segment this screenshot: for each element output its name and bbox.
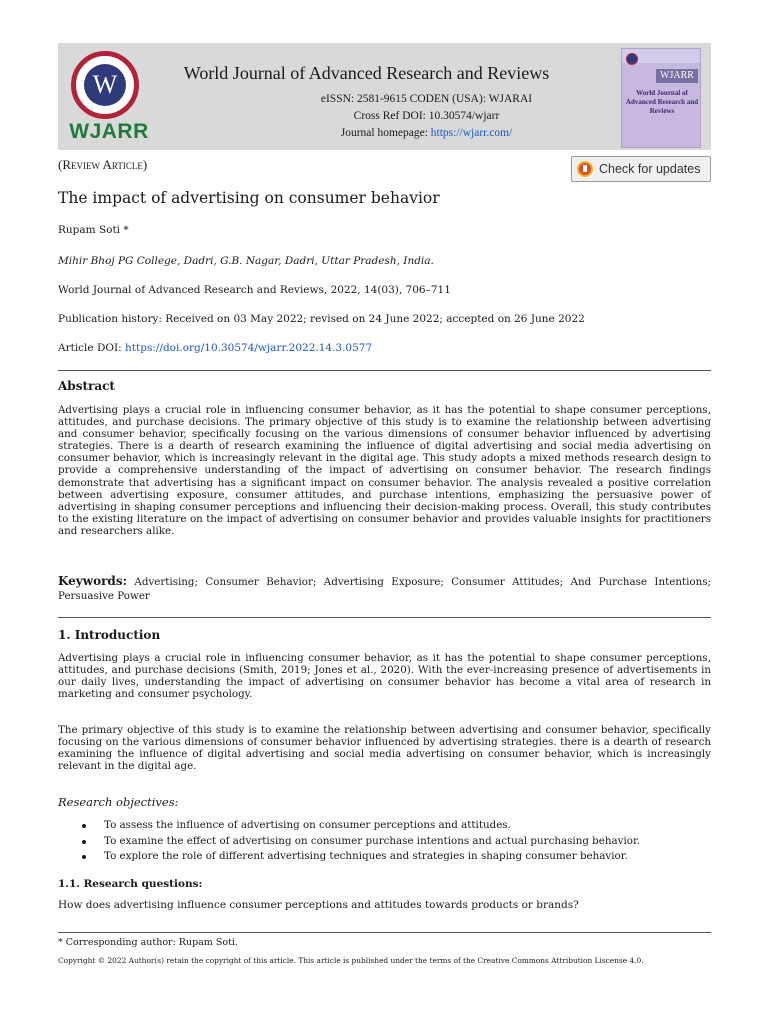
intro-paragraph-1: Advertising plays a crucial role in influencing consumer behavior, as it has the potential to shape consumer perceptions, attitudes, and purchase decisions (Smith, 2019; Jones et al., 2020). With the ever-increasing presence of advertisements in our daily lives, understanding the impact of advertising on consumer behavior has become a vital area of research in marketing and consumer psychology. [58, 652, 711, 701]
keywords [58, 574, 711, 603]
journal-title: World Journal of Advanced Research and Reviews [183, 63, 550, 83]
abstract-text: Advertising plays a crucial role in influencing consumer behavior, as it has the potential to shape consumer perceptions, attitudes, and purchase decisions. The primary objective of this study is to examine the relationship between advertising and consumer behavior, specifically focusing on the various dimensions of consumer behavior influenced by advertising strategies. There is a dearth of research examining the influence of digital advertising and social media advertising on consumer behavior, which is increasingly relevant in the digital age. This study adopts a mixed methods research design to provide a comprehensive understanding of the impact of advertising on consumer behavior. The research findings demonstrate that advertising has a significant impact on consumer behavior. The analysis revealed a positive correlation between advertising exposure, consumer attitudes, and purchase intentions, emphasizing the persuasive power of advertising in shaping consumer perceptions and influencing their decision-making process. Overall, this study contributes to the existing literature on the impact of advertising on consumer behavior and provides valuable insights for practitioners and researchers alike. [58, 404, 711, 537]
author-name: Rupam Soti * [58, 224, 129, 236]
objective-text: To assess the influence of advertising on consumer perceptions and attitudes. [104, 819, 511, 831]
citation: World Journal of Advanced Research and Reviews, 2022, 14(03), 706–711 [58, 284, 451, 296]
bookmark-icon [577, 161, 593, 177]
journal-cover-image [621, 48, 701, 148]
bullet-icon [82, 824, 86, 828]
publication-history: Publication history: Received on 03 May 2022; revised on 24 June 2022; accepted on 26 June 2022 [58, 313, 585, 325]
objective-text: To explore the role of different advertising techniques and strategies in shaping consumer behavior. [104, 850, 628, 862]
homepage-link[interactable]: https://wjarr.com/ [430, 127, 513, 139]
doi-link[interactable]: https://doi.org/10.30574/wjarr.2022.14.3.0577 [125, 342, 373, 354]
research-question-1: How does advertising influence consumer perceptions and attitudes towards products or brands? [58, 899, 579, 911]
cover-title: World Journal of Advanced Research and Reviews [625, 89, 699, 115]
cover-logo-icon [626, 53, 638, 65]
bullet-icon [82, 840, 86, 844]
bullet-icon [82, 855, 86, 859]
keywords-text: Advertising; Consumer Behavior; Advertising Exposure; Consumer Attitudes; And Purchase Intentions; Persuasive Power [58, 576, 711, 602]
list-item [58, 818, 711, 834]
corresponding-author: * Corresponding author: Rupam Soti. [58, 937, 238, 948]
research-questions-heading: 1.1. Research questions: [58, 878, 203, 890]
logo-text: WJARR [69, 120, 149, 143]
cover-badge: WJARR [656, 69, 698, 83]
article-title: The impact of advertising on consumer behavior [58, 189, 440, 207]
doi-line: Cross Ref DOI: 10.30574/wjarr [353, 110, 500, 122]
research-objectives-heading: Research objectives: [58, 795, 179, 809]
list-item [58, 849, 711, 865]
article-doi [58, 342, 372, 354]
logo-letter: W [84, 64, 126, 106]
copyright-notice: Copyright © 2022 Author(s) retain the copyright of this article. This article is published under the terms of the Creative Commons Attribution Liscense 4.0. [58, 956, 644, 965]
homepage-label: Journal homepage: [340, 127, 431, 139]
doi-label: Article DOI: [58, 342, 126, 354]
footnote-divider [58, 932, 711, 933]
check-updates-label: Check for updates [599, 162, 701, 176]
introduction-heading: 1. Introduction [58, 628, 161, 642]
divider [58, 370, 711, 371]
list-item [58, 834, 711, 850]
check-updates-button[interactable] [571, 156, 711, 182]
issn-line: eISSN: 2581-9615 CODEN (USA): WJARAI [320, 93, 533, 105]
objectives-list [58, 818, 711, 865]
divider [58, 617, 711, 618]
intro-paragraph-2: The primary objective of this study is to examine the relationship between advertising and consumer behavior, specifically focusing on the various dimensions of consumer behavior influenced by advertising strategies. there is a dearth of research examining the influence of digital advertising and social media advertising on consumer behavior, which is increasingly relevant in the digital age. [58, 724, 711, 773]
keywords-label: Keywords: [58, 574, 128, 588]
abstract-heading: Abstract [58, 379, 115, 393]
objective-text: To examine the effect of advertising on consumer purchase intentions and actual purchasing behavior. [104, 834, 641, 847]
journal-header [58, 43, 711, 150]
author-affiliation: Mihir Bhoj PG College, Dadri, G.B. Nagar, Dadri, Uttar Pradesh, India. [58, 255, 434, 267]
article-type: (Review Article) [58, 157, 148, 172]
